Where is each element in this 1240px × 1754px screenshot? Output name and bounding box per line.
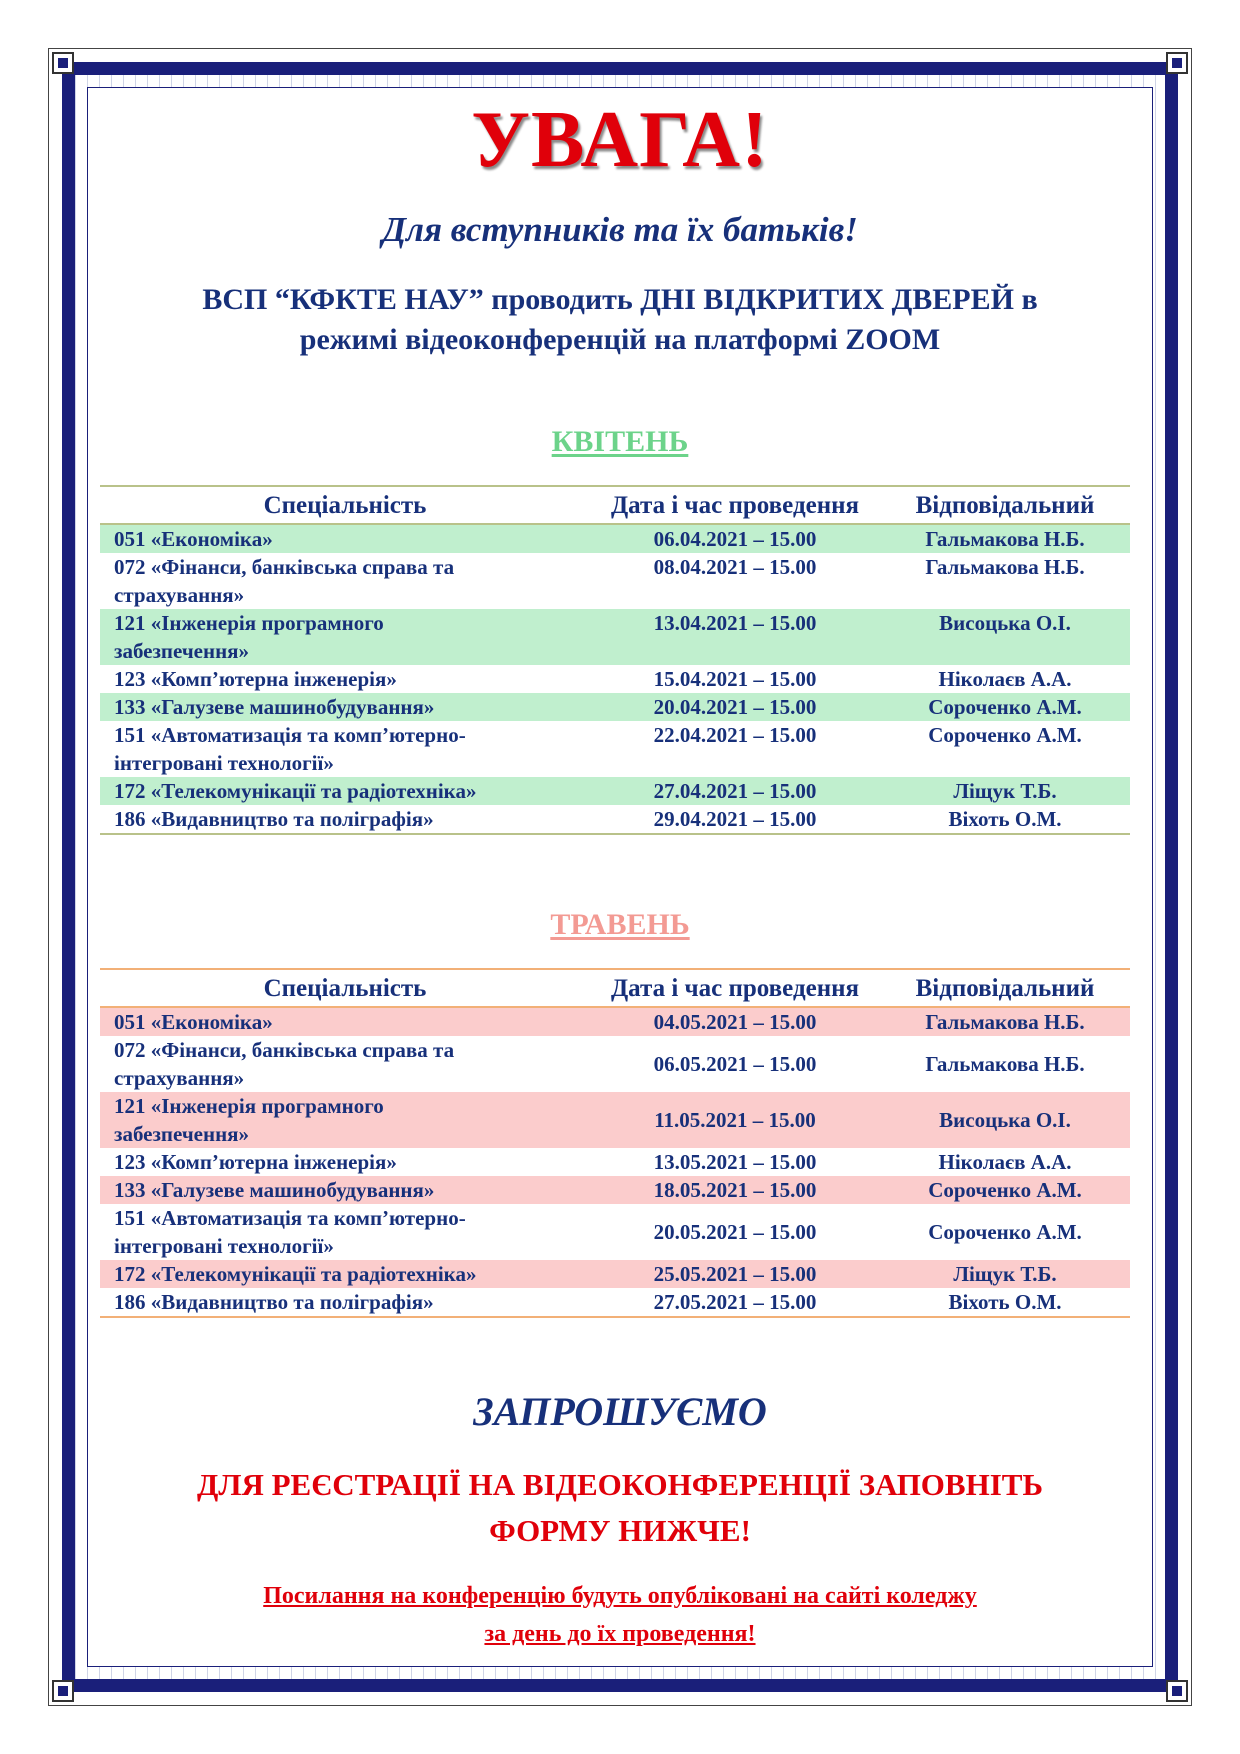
cell-date: 27.04.2021 – 15.00 (653, 779, 817, 803)
specialty-line: 051 «Економіка» (114, 1010, 273, 1034)
cell-responsible: Сороченко А.М. (928, 723, 1082, 747)
table-row (100, 553, 1130, 609)
cell-responsible: Ніколаєв А.А. (938, 667, 1072, 691)
cell-responsible: Сороченко А.М. (928, 1220, 1082, 1244)
table-row (100, 805, 1130, 834)
table-row (100, 1148, 1130, 1176)
specialty-line: забезпечення» (114, 639, 250, 663)
subtitle: Для вступників та їх батьків! (382, 210, 858, 249)
specialty-line: 186 «Видавництво та поліграфія» (114, 1290, 434, 1314)
page-title: УВАГА! (471, 96, 769, 184)
cell-date: 18.05.2021 – 15.00 (653, 1178, 817, 1202)
specialty-line: 121 «Інженерія програмного (114, 1094, 384, 1118)
corner-ornament-bottom-right (1166, 1680, 1188, 1702)
specialty-line: 072 «Фінанси, банківська справа та (114, 555, 455, 579)
table-row (100, 609, 1130, 665)
schedule-table-may (100, 968, 1130, 1318)
cell-specialty (100, 524, 590, 553)
table-body (100, 524, 1130, 834)
registration-line: ДЛЯ РЕЄСТРАЦІЇ НА ВІДЕОКОНФЕРЕНЦІЇ ЗАПОВНІТЬ (197, 1467, 1043, 1502)
table-row (100, 1007, 1130, 1036)
specialty-line: 051 «Економіка» (114, 527, 273, 551)
cell-specialty (100, 1036, 590, 1092)
cell-responsible: Ніколаєв А.А. (938, 1150, 1072, 1174)
cell-date: 04.05.2021 – 15.00 (653, 1010, 817, 1034)
cell-specialty (100, 1007, 590, 1036)
column-header-responsible: Відповідальний (880, 486, 1130, 524)
table-row (100, 1204, 1130, 1260)
cell-specialty (100, 1260, 590, 1288)
cell-responsible: Віхоть О.М. (948, 807, 1062, 831)
specialty-line: 072 «Фінанси, банківська справа та (114, 1038, 455, 1062)
specialty-line: страхування» (114, 583, 245, 607)
table-row (100, 1176, 1130, 1204)
cell-responsible: Ліщук Т.Б. (953, 779, 1057, 803)
cell-date: 08.04.2021 – 15.00 (653, 555, 817, 579)
specialty-line: 123 «Комп’ютерна інженерія» (114, 1150, 397, 1174)
table-row (100, 1288, 1130, 1317)
cell-responsible: Висоцька О.І. (939, 1108, 1071, 1132)
specialty-line: 133 «Галузеве машинобудування» (114, 1178, 435, 1202)
specialty-line: 133 «Галузеве машинобудування» (114, 695, 435, 719)
invite-heading: ЗАПРОШУЄМО (473, 1389, 767, 1434)
cell-responsible: Гальмакова Н.Б. (925, 1052, 1085, 1076)
cell-specialty (100, 665, 590, 693)
cell-responsible: Віхоть О.М. (948, 1290, 1062, 1314)
intro-line: режимі відеоконференцій на платформі ZOOM (299, 323, 941, 356)
cell-date: 20.05.2021 – 15.00 (653, 1220, 817, 1244)
cell-specialty (100, 1148, 590, 1176)
corner-ornament-top-left (52, 52, 74, 74)
cell-specialty (100, 609, 590, 665)
specialty-line: страхування» (114, 1066, 245, 1090)
cell-specialty (100, 553, 590, 609)
cell-specialty (100, 805, 590, 834)
intro-text (0, 280, 1240, 360)
cell-date: 20.04.2021 – 15.00 (653, 695, 817, 719)
specialty-line: 172 «Телекомунікації та радіотехніка» (114, 1262, 477, 1286)
table-row (100, 1092, 1130, 1148)
specialty-line: інтегровані технології» (114, 1234, 334, 1258)
cell-date: 29.04.2021 – 15.00 (653, 807, 817, 831)
specialty-line: 172 «Телекомунікації та радіотехніка» (114, 779, 477, 803)
column-header-date: Дата і час проведення (590, 486, 880, 524)
conference-link-notice (0, 1577, 1240, 1653)
cell-specialty (100, 721, 590, 777)
table-body (100, 1007, 1130, 1317)
cell-responsible: Сороченко А.М. (928, 695, 1082, 719)
cell-specialty (100, 777, 590, 805)
specialty-line: 151 «Автоматизація та комп’ютерно- (114, 723, 466, 747)
cell-responsible: Гальмакова Н.Б. (925, 1010, 1085, 1034)
schedule-table-april (100, 485, 1130, 835)
specialty-line: 151 «Автоматизація та комп’ютерно- (114, 1206, 466, 1230)
month-heading-april: КВІТЕНЬ (551, 425, 689, 458)
cell-date: 13.04.2021 – 15.00 (653, 611, 817, 635)
specialty-line: інтегровані технології» (114, 751, 334, 775)
table-row (100, 721, 1130, 777)
corner-ornament-top-right (1166, 52, 1188, 74)
table-header-row (100, 969, 1130, 1007)
table-row (100, 1036, 1130, 1092)
cell-date: 25.05.2021 – 15.00 (653, 1262, 817, 1286)
cell-date: 22.04.2021 – 15.00 (653, 723, 817, 747)
table-row (100, 777, 1130, 805)
cell-specialty (100, 1176, 590, 1204)
cell-date: 06.04.2021 – 15.00 (653, 527, 817, 551)
link-notice-line: за день до їх проведення! (484, 1621, 756, 1647)
column-header-responsible: Відповідальний (880, 969, 1130, 1007)
table-row (100, 665, 1130, 693)
cell-date: 13.05.2021 – 15.00 (653, 1150, 817, 1174)
table-row (100, 693, 1130, 721)
cell-responsible: Гальмакова Н.Б. (925, 555, 1085, 579)
table-row (100, 1260, 1130, 1288)
cell-specialty (100, 693, 590, 721)
cell-responsible: Гальмакова Н.Б. (925, 527, 1085, 551)
column-header-specialty: Спеціальність (100, 969, 590, 1007)
specialty-line: 186 «Видавництво та поліграфія» (114, 807, 434, 831)
registration-line: ФОРМУ НИЖЧЕ! (489, 1513, 751, 1548)
cell-date: 27.05.2021 – 15.00 (653, 1290, 817, 1314)
specialty-line: забезпечення» (114, 1122, 250, 1146)
cell-date: 06.05.2021 – 15.00 (653, 1052, 817, 1076)
cell-responsible: Сороченко А.М. (928, 1178, 1082, 1202)
table-header-row (100, 486, 1130, 524)
intro-line: ВСП “КФКТЕ НАУ” проводить ДНІ ВІДКРИТИХ ДВЕРЕЙ в (202, 283, 1038, 316)
cell-responsible: Ліщук Т.Б. (953, 1262, 1057, 1286)
cell-specialty (100, 1092, 590, 1148)
specialty-line: 123 «Комп’ютерна інженерія» (114, 667, 397, 691)
corner-ornament-bottom-left (52, 1680, 74, 1702)
registration-notice (0, 1462, 1240, 1554)
column-header-specialty: Спеціальність (100, 486, 590, 524)
cell-specialty (100, 1288, 590, 1317)
link-notice-line: Посилання на конференцію будуть опубліковані на сайті коледжу (263, 1583, 977, 1609)
column-header-date: Дата і час проведення (590, 969, 880, 1007)
cell-responsible: Висоцька О.І. (939, 611, 1071, 635)
cell-date: 11.05.2021 – 15.00 (654, 1108, 816, 1132)
specialty-line: 121 «Інженерія програмного (114, 611, 384, 635)
cell-specialty (100, 1204, 590, 1260)
month-heading-may: ТРАВЕНЬ (550, 908, 690, 941)
cell-date: 15.04.2021 – 15.00 (653, 667, 817, 691)
table-row (100, 524, 1130, 553)
